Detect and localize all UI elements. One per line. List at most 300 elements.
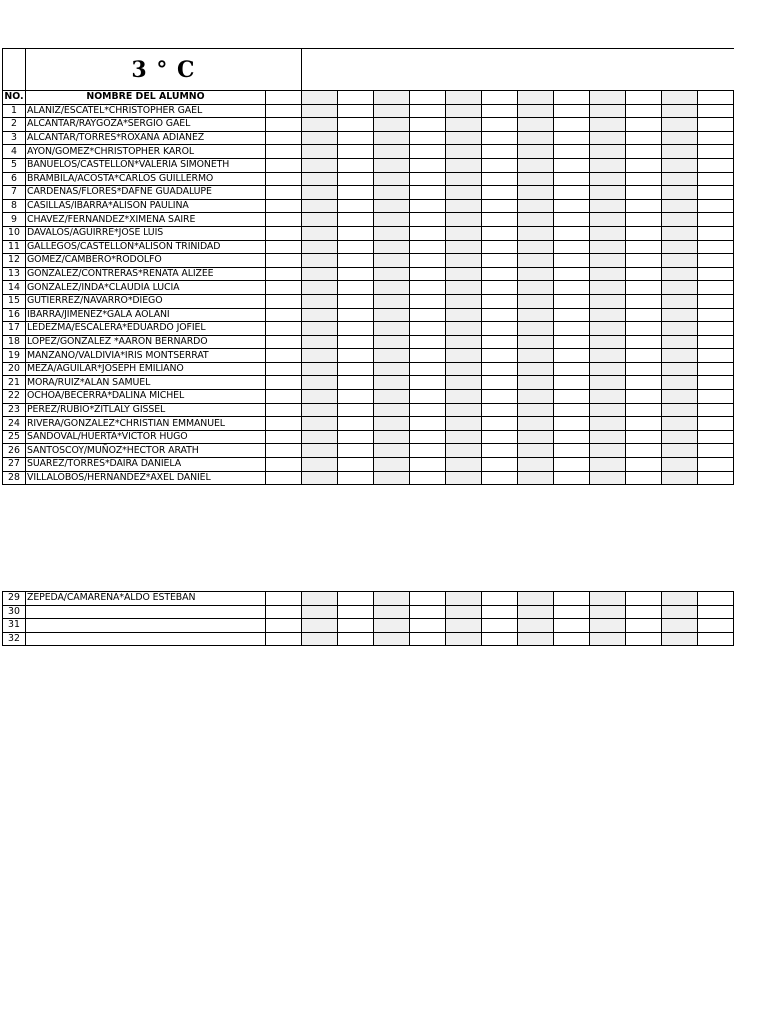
student-name: ALANIZ/ESCATEL*CHRISTOPHER GAEL [26, 104, 266, 118]
grade-cell [410, 104, 446, 118]
grade-cell [518, 376, 554, 390]
grade-cell [554, 91, 590, 105]
grade-cell [410, 322, 446, 336]
grade-cell [338, 145, 374, 159]
grade-cell [338, 390, 374, 404]
grade-cell [410, 186, 446, 200]
student-row [3, 281, 734, 295]
grade-cell [338, 458, 374, 472]
grade-cell [518, 213, 554, 227]
grade-cell [554, 158, 590, 172]
grade-cell [554, 632, 590, 646]
grade-cell [590, 226, 626, 240]
grade-cell [698, 118, 734, 132]
student-number: 32 [3, 632, 26, 646]
student-row [3, 632, 734, 646]
grade-cell [302, 335, 338, 349]
grade-cell [662, 226, 698, 240]
student-row [3, 308, 734, 322]
title-row [3, 49, 734, 91]
grade-cell [302, 199, 338, 213]
grade-cell [374, 362, 410, 376]
grade-cell [266, 619, 302, 633]
grade-cell [266, 376, 302, 390]
grade-cell [482, 294, 518, 308]
grade-cell [410, 254, 446, 268]
grade-cell [554, 458, 590, 472]
grade-cell [518, 118, 554, 132]
grade-cell [266, 458, 302, 472]
grade-cell [590, 592, 626, 606]
grade-cell [266, 226, 302, 240]
grade-cell [590, 430, 626, 444]
column-header-name: NOMBRE DEL ALUMNO [26, 91, 266, 105]
grade-cell [410, 308, 446, 322]
student-name: LOPEZ/GONZALEZ *AARON BERNARDO [26, 335, 266, 349]
grade-cell [266, 294, 302, 308]
grade-cell [482, 605, 518, 619]
attendance-table-bottom [2, 591, 734, 646]
grade-cell [302, 213, 338, 227]
grade-cell [482, 349, 518, 363]
grade-cell [518, 240, 554, 254]
grade-cell [698, 104, 734, 118]
grade-cell [518, 430, 554, 444]
student-row [3, 619, 734, 633]
grade-cell [590, 444, 626, 458]
grade-cell [266, 335, 302, 349]
grade-cell [446, 281, 482, 295]
grade-cell [410, 226, 446, 240]
grade-cell [698, 362, 734, 376]
student-number: 21 [3, 376, 26, 390]
grade-cell [626, 592, 662, 606]
grade-cell [302, 390, 338, 404]
grade-cell [626, 458, 662, 472]
grade-cell [590, 172, 626, 186]
grade-cell [590, 376, 626, 390]
grade-cell [338, 632, 374, 646]
grade-cell [662, 131, 698, 145]
grade-cell [410, 403, 446, 417]
grade-cell [266, 131, 302, 145]
grade-cell [482, 240, 518, 254]
grade-cell [554, 444, 590, 458]
grade-cell [266, 322, 302, 336]
grade-cell [410, 118, 446, 132]
grade-cell [446, 349, 482, 363]
grade-cell [410, 592, 446, 606]
student-number: 3 [3, 131, 26, 145]
grade-cell [518, 403, 554, 417]
grade-cell [482, 458, 518, 472]
student-row [3, 213, 734, 227]
student-name: PEREZ/RUBIO*ZITLALY GISSEL [26, 403, 266, 417]
student-number: 16 [3, 308, 26, 322]
grade-cell [662, 186, 698, 200]
grade-cell [374, 158, 410, 172]
grade-cell [482, 592, 518, 606]
grade-cell [302, 104, 338, 118]
student-name: SANDOVAL/HUERTA*VICTOR HUGO [26, 430, 266, 444]
grade-cell [374, 145, 410, 159]
grade-cell [410, 158, 446, 172]
grade-cell [410, 471, 446, 485]
student-name: ALCANTAR/TORRES*ROXANA ADIANEZ [26, 131, 266, 145]
grade-cell [446, 213, 482, 227]
grade-cell [554, 186, 590, 200]
student-number: 30 [3, 605, 26, 619]
grade-cell [374, 281, 410, 295]
grade-cell [590, 294, 626, 308]
grade-cell [662, 145, 698, 159]
grade-cell [410, 131, 446, 145]
grade-cell [302, 349, 338, 363]
grade-cell [698, 199, 734, 213]
grade-cell [446, 605, 482, 619]
grade-cell [554, 349, 590, 363]
grade-cell [446, 267, 482, 281]
student-name: GONZALEZ/CONTRERAS*RENATA ALIZEE [26, 267, 266, 281]
grade-cell [338, 131, 374, 145]
grade-cell [302, 131, 338, 145]
grade-cell [338, 294, 374, 308]
grade-cell [302, 294, 338, 308]
grade-cell [590, 308, 626, 322]
student-row [3, 592, 734, 606]
grade-cell [518, 619, 554, 633]
grade-cell [698, 390, 734, 404]
grade-cell [518, 254, 554, 268]
grade-cell [482, 281, 518, 295]
grade-cell [662, 240, 698, 254]
grade-cell [698, 281, 734, 295]
grade-cell [662, 444, 698, 458]
grade-cell [662, 308, 698, 322]
grade-cell [266, 632, 302, 646]
grade-cell [374, 403, 410, 417]
grade-cell [446, 471, 482, 485]
grade-cell [302, 322, 338, 336]
grade-cell [590, 213, 626, 227]
grade-cell [410, 281, 446, 295]
grade-cell [338, 104, 374, 118]
grade-cell [590, 240, 626, 254]
grade-cell [266, 145, 302, 159]
grade-cell [338, 91, 374, 105]
grade-cell [554, 335, 590, 349]
grade-cell [698, 172, 734, 186]
student-row [3, 118, 734, 132]
grade-cell [374, 308, 410, 322]
student-name: DAVALOS/AGUIRRE*JOSE LUIS [26, 226, 266, 240]
grade-cell [554, 213, 590, 227]
grade-cell [266, 430, 302, 444]
column-header-no: NO. [4, 91, 24, 103]
grade-cell [374, 322, 410, 336]
grade-cell [626, 403, 662, 417]
grade-cell [266, 172, 302, 186]
grade-cell [590, 403, 626, 417]
grade-cell [302, 444, 338, 458]
grade-cell [518, 294, 554, 308]
grade-cell [554, 104, 590, 118]
grade-cell [698, 458, 734, 472]
grade-cell [554, 281, 590, 295]
grade-cell [482, 376, 518, 390]
grade-cell [446, 186, 482, 200]
student-row [3, 322, 734, 336]
grade-cell [590, 199, 626, 213]
student-row [3, 471, 734, 485]
grade-cell [626, 199, 662, 213]
grade-cell [482, 632, 518, 646]
grade-cell [482, 131, 518, 145]
grade-cell [446, 376, 482, 390]
student-number: 25 [3, 430, 26, 444]
grade-cell [590, 145, 626, 159]
attendance-table-top [2, 48, 734, 485]
grade-cell [374, 376, 410, 390]
grade-cell [302, 458, 338, 472]
grade-cell [698, 632, 734, 646]
grade-cell [446, 308, 482, 322]
student-number: 1 [3, 104, 26, 118]
grade-cell [302, 632, 338, 646]
student-row [3, 158, 734, 172]
grade-cell [302, 403, 338, 417]
grade-cell [662, 91, 698, 105]
student-row [3, 267, 734, 281]
grade-cell [662, 349, 698, 363]
grade-cell [410, 390, 446, 404]
grade-cell [302, 91, 338, 105]
grade-cell [698, 213, 734, 227]
grade-cell [374, 294, 410, 308]
grade-cell [302, 308, 338, 322]
student-number: 14 [3, 281, 26, 295]
grade-cell [518, 471, 554, 485]
grade-cell [518, 322, 554, 336]
grade-cell [626, 118, 662, 132]
student-number: 11 [3, 240, 26, 254]
grade-cell [590, 362, 626, 376]
grade-cell [446, 199, 482, 213]
grade-cell [626, 605, 662, 619]
student-number: 12 [3, 254, 26, 268]
student-number: 7 [3, 186, 26, 200]
student-number: 13 [3, 267, 26, 281]
grade-cell [518, 145, 554, 159]
grade-cell [302, 267, 338, 281]
grade-cell [662, 254, 698, 268]
grade-cell [482, 158, 518, 172]
grade-cell [482, 254, 518, 268]
grade-cell [446, 226, 482, 240]
grade-cell [374, 592, 410, 606]
student-name: ZEPEDA/CAMARENA*ALDO ESTEBAN [26, 592, 266, 606]
grade-cell [374, 131, 410, 145]
grade-cell [338, 376, 374, 390]
grade-cell [482, 199, 518, 213]
grade-cell [446, 632, 482, 646]
grade-cell [698, 592, 734, 606]
grade-cell [374, 417, 410, 431]
grade-cell [518, 104, 554, 118]
grade-cell [698, 308, 734, 322]
grade-cell [590, 254, 626, 268]
grade-cell [482, 104, 518, 118]
grade-cell [554, 322, 590, 336]
grade-cell [554, 592, 590, 606]
grade-cell [626, 322, 662, 336]
grade-cell [518, 91, 554, 105]
student-name: GALLEGOS/CASTELLON*ALISON TRINIDAD [26, 240, 266, 254]
grade-cell [482, 619, 518, 633]
student-name: MORA/RUIZ*ALAN SAMUEL [26, 376, 266, 390]
grade-cell [410, 294, 446, 308]
grade-cell [626, 376, 662, 390]
grade-cell [554, 619, 590, 633]
grade-cell [410, 444, 446, 458]
grade-cell [482, 308, 518, 322]
grade-cell [554, 417, 590, 431]
grade-cell [698, 619, 734, 633]
grade-cell [626, 308, 662, 322]
grade-cell [374, 390, 410, 404]
grade-cell [374, 254, 410, 268]
grade-cell [374, 430, 410, 444]
grade-cell [410, 267, 446, 281]
grade-cell [482, 362, 518, 376]
grade-cell [374, 91, 410, 105]
student-row [3, 403, 734, 417]
grade-cell [446, 335, 482, 349]
grade-cell [446, 145, 482, 159]
student-name [26, 632, 266, 646]
grade-cell [626, 131, 662, 145]
grade-cell [338, 403, 374, 417]
grade-cell [482, 186, 518, 200]
grade-cell [662, 632, 698, 646]
grade-cell [518, 632, 554, 646]
grade-cell [338, 308, 374, 322]
grade-cell [410, 172, 446, 186]
grade-cell [626, 240, 662, 254]
grade-cell [482, 403, 518, 417]
grade-cell [482, 444, 518, 458]
grade-cell [482, 390, 518, 404]
student-name: OCHOA/BECERRA*DALINA MICHEL [26, 390, 266, 404]
grade-cell [554, 471, 590, 485]
grade-cell [554, 226, 590, 240]
grade-cell [338, 213, 374, 227]
grade-cell [662, 199, 698, 213]
grade-cell [518, 131, 554, 145]
grade-cell [626, 632, 662, 646]
grade-cell [590, 131, 626, 145]
grade-cell [482, 471, 518, 485]
header-row [3, 91, 734, 105]
grade-cell [698, 471, 734, 485]
grade-cell [302, 417, 338, 431]
grade-cell [698, 376, 734, 390]
grade-cell [446, 104, 482, 118]
grade-cell [590, 417, 626, 431]
grade-cell [698, 91, 734, 105]
student-row [3, 131, 734, 145]
grade-cell [518, 417, 554, 431]
student-row [3, 172, 734, 186]
grade-cell [662, 376, 698, 390]
student-number: 10 [3, 226, 26, 240]
grade-cell [662, 403, 698, 417]
grade-cell [662, 158, 698, 172]
grade-cell [626, 362, 662, 376]
student-number: 9 [3, 213, 26, 227]
grade-cell [626, 471, 662, 485]
grade-cell [338, 335, 374, 349]
grade-cell [302, 430, 338, 444]
grade-cell [662, 417, 698, 431]
student-number: 23 [3, 403, 26, 417]
student-row [3, 417, 734, 431]
grade-cell [554, 131, 590, 145]
student-name: VILLALOBOS/HERNANDEZ*AXEL DANIEL [26, 471, 266, 485]
grade-cell [662, 605, 698, 619]
grade-cell [626, 226, 662, 240]
grade-cell [698, 240, 734, 254]
grade-cell [518, 349, 554, 363]
grade-cell [266, 118, 302, 132]
grade-cell [410, 213, 446, 227]
student-name [26, 619, 266, 633]
grade-cell [590, 471, 626, 485]
grade-cell [662, 322, 698, 336]
grade-cell [698, 444, 734, 458]
grade-cell [626, 390, 662, 404]
grade-cell [626, 281, 662, 295]
grade-cell [662, 294, 698, 308]
grade-cell [698, 417, 734, 431]
grade-cell [446, 172, 482, 186]
grade-cell [698, 349, 734, 363]
student-name: SANTOSCOY/MUÑOZ*HECTOR ARATH [26, 444, 266, 458]
grade-cell [662, 390, 698, 404]
student-row [3, 240, 734, 254]
student-number: 20 [3, 362, 26, 376]
grade-cell [698, 605, 734, 619]
grade-cell [266, 104, 302, 118]
student-row [3, 294, 734, 308]
grade-cell [662, 213, 698, 227]
student-row [3, 145, 734, 159]
student-number: 8 [3, 199, 26, 213]
grade-cell [338, 240, 374, 254]
student-name: GONZALEZ/INDA*CLAUDIA LUCIA [26, 281, 266, 295]
grade-cell [482, 172, 518, 186]
grade-cell [554, 254, 590, 268]
grade-cell [698, 131, 734, 145]
grade-cell [374, 118, 410, 132]
grade-cell [662, 458, 698, 472]
grade-cell [698, 322, 734, 336]
grade-cell [374, 104, 410, 118]
student-number: 15 [3, 294, 26, 308]
grade-cell [518, 158, 554, 172]
grade-cell [302, 240, 338, 254]
grade-cell [482, 118, 518, 132]
